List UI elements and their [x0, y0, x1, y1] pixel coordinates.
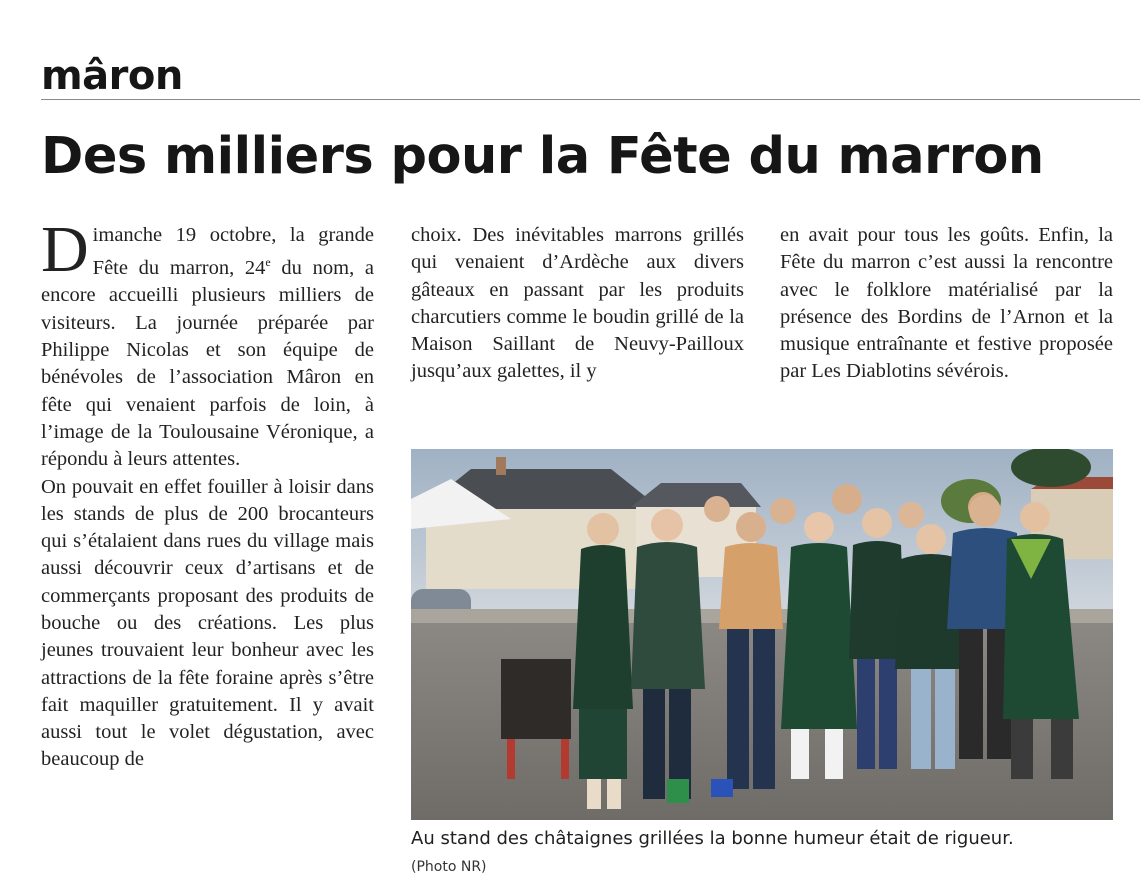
section-label: mâron	[41, 53, 183, 99]
headline: Des milliers pour la Fête du marron	[41, 127, 1044, 186]
paragraph-1	[41, 213, 374, 474]
paragraph-1-text-a: imanche 19 octobre, la grande Fête du marron, 24	[92, 224, 374, 280]
section-rule	[41, 99, 1140, 100]
drop-cap: D	[41, 213, 89, 286]
column-3-text: en avait pour tous les goûts. Enfin, la Fête du marron c’est aussi la rencontre avec le folklore matérialisé par la présence des Bordins de l’Arnon et la musique entraînante et festive proposée par Les Diablotins sévérois.	[780, 224, 1113, 383]
photo-caption: Au stand des châtaignes grillées la bonne humeur était de rigueur.	[411, 828, 1014, 849]
paragraph-1-text-b: du nom, a encore accueilli plusieurs milliers de visiteurs. La journée préparée par Philippe Nicolas et son équipe de bénévoles de l’association Mâron en fête qui venaient parfois de loin, à l’image de la Toulousaine Véronique, a répondu à leurs attentes.	[41, 257, 374, 471]
group-photo-illustration	[411, 449, 1113, 820]
article-column-2	[411, 222, 744, 386]
article-photo	[411, 449, 1113, 820]
article-column-3	[780, 222, 1113, 386]
ordinal-suffix: e	[265, 255, 271, 270]
paragraph-2: On pouvait en effet fouiller à loisir dans les stands de plus de 200 brocanteurs qui s’étalaient dans rues du village mais aussi découvrir ceux d’artisans et de commerçants proposant des produits de bouche ou des créations. Les plus jeunes trouvaient leur bonheur avec les attractions de la fête foraine après s’être fait maquiller gratuitement. Il y avait aussi tout le volet dégustation, avec beaucoup de	[41, 475, 374, 771]
column-2-text: choix. Des inévitables marrons grillés qui venaient d’Ardèche aux divers gâteaux en passant par les produits charcutiers comme le boudin grillé de la Maison Saillant de Neuvy-Pailloux jusqu’aux galettes, il y	[411, 224, 744, 383]
article-column-1	[41, 213, 374, 774]
photo-credit: (Photo NR)	[411, 859, 487, 875]
